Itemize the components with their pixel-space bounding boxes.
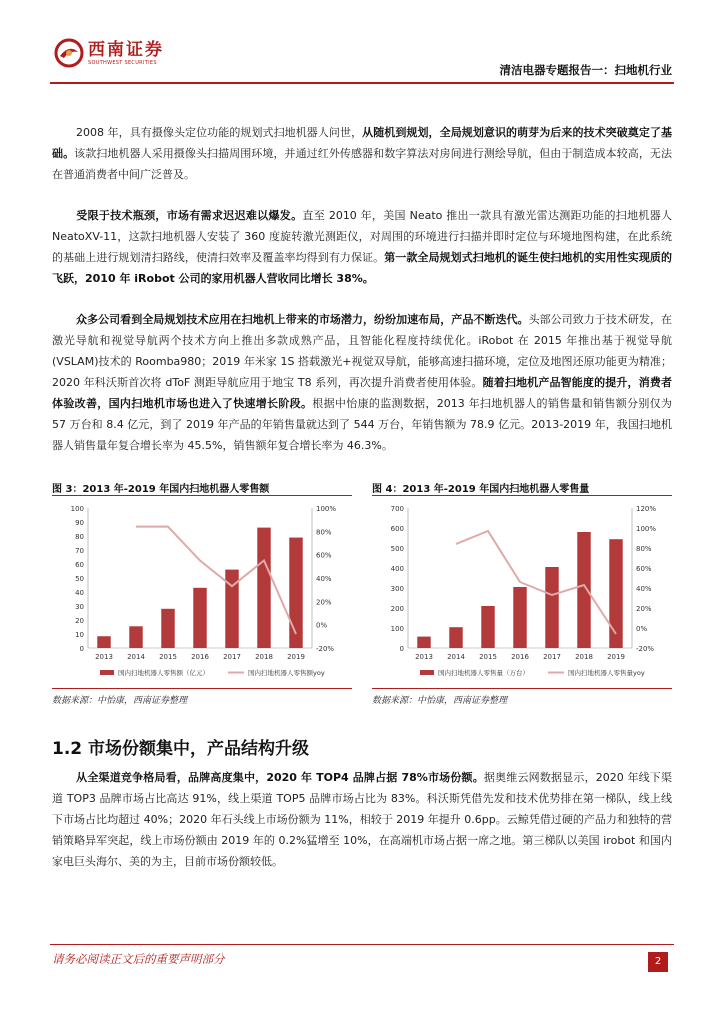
x-tick-label: 2015 <box>479 653 497 661</box>
figure-3-source: 数据来源：中怡康，西南证券整理 <box>52 696 188 706</box>
page-header <box>0 0 724 86</box>
x-tick-label: 2014 <box>447 653 465 661</box>
y-right-tick-label: -20% <box>316 645 335 653</box>
bar-2014 <box>449 627 462 648</box>
y-right-tick-label: 60% <box>636 565 652 573</box>
bar-2017 <box>545 567 558 648</box>
section-number: 1.2 <box>52 739 83 759</box>
y-left-tick-label: 80 <box>75 533 84 541</box>
x-tick-label: 2015 <box>159 653 177 661</box>
footer-disclaimer: 请务必阅读正文后的重要声明部分 <box>52 952 225 966</box>
paragraph-2 <box>52 205 672 289</box>
legend-bar-label: 国内扫地机器人零售额（亿元） <box>118 669 209 677</box>
bar-2015 <box>481 606 494 648</box>
y-left-tick-label: 300 <box>390 585 404 593</box>
y-left-tick-label: 700 <box>390 505 404 513</box>
logo-mark-icon <box>54 38 84 68</box>
bar-2018 <box>577 532 590 648</box>
y-left-tick-label: 600 <box>390 525 404 533</box>
p4-bold-a: 从全渠道竞争格局看，品牌高度集中，2020 年 TOP4 品牌占据 78%市场份额。 <box>76 771 484 784</box>
paragraph-1 <box>52 122 672 185</box>
logo-english-name: SOUTHWEST SECURITIES <box>88 59 157 66</box>
figure-3-title: 图 3：2013 年-2019 年国内扫地机器人零售额 <box>52 484 270 495</box>
y-right-tick-label: 80% <box>316 528 332 537</box>
p2-bold-a: 受限于技术瓶颈，市场有需求迟迟难以爆发。 <box>76 209 303 222</box>
p2-bold-c: 第一款全局规划式扫地机的诞生使扫地机的实用性实现质的飞跃，2010 年 iRobot 公司的家用机器人营收同比增长 38%。 <box>52 251 673 285</box>
figure-4-bottom-rule <box>372 688 672 689</box>
p1-text-c: 该款扫地机器人采用摄像头扫描周围环境，并通过红外传感器和数字算法对房间进行测绘导航，但由于制造成本较高，无法在普通消费者中间广泛普及。 <box>52 147 673 181</box>
yoy-line <box>456 531 616 634</box>
legend-bar-swatch <box>420 670 434 675</box>
y-right-tick-label: 100% <box>316 505 337 513</box>
y-left-tick-label: 30 <box>75 603 84 611</box>
bar-2016 <box>513 587 526 648</box>
p3-bold-a: 众多公司看到全局规划技术应用在扫地机上带来的市场潜力，纷纷加速布局，产品不断迭代。 <box>76 313 529 326</box>
y-left-tick-label: 100 <box>390 625 404 633</box>
x-tick-label: 2018 <box>255 653 273 661</box>
yoy-line <box>136 527 296 634</box>
section-heading <box>52 734 309 759</box>
p1-text-a: 2008 年，具有摄像头定位功能的规划式扫地机器人问世， <box>76 126 363 139</box>
figure-4-title: 图 4：2013 年-2019 年国内扫地机器人零售量 <box>372 484 590 495</box>
figure-3-rule <box>52 495 352 496</box>
bar-2014 <box>129 626 142 648</box>
y-left-tick-label: 50 <box>75 575 84 583</box>
figure-4-source: 数据来源：中怡康，西南证券整理 <box>372 696 508 706</box>
figure-3-chart <box>52 498 352 688</box>
y-right-tick-label: -20% <box>636 645 655 653</box>
footer-divider <box>50 944 674 945</box>
x-tick-label: 2019 <box>287 653 305 661</box>
y-right-tick-label: 40% <box>636 585 652 593</box>
bar-2013 <box>97 636 110 648</box>
y-left-tick-label: 40 <box>75 589 84 597</box>
x-tick-label: 2018 <box>575 653 593 661</box>
y-left-tick-label: 20 <box>75 617 84 625</box>
y-left-tick-label: 500 <box>390 545 404 553</box>
y-right-tick-label: 120% <box>636 505 657 513</box>
x-tick-label: 2017 <box>223 653 241 661</box>
y-left-tick-label: 0 <box>79 645 84 653</box>
x-tick-label: 2014 <box>127 653 145 661</box>
figure-4-rule <box>372 495 672 496</box>
x-tick-label: 2016 <box>511 653 529 661</box>
legend-bar-label: 国内扫地机器人零售量（万台） <box>438 669 529 677</box>
company-logo <box>54 38 164 68</box>
y-right-tick-label: 20% <box>636 605 652 613</box>
bar-2018 <box>257 528 270 648</box>
y-right-tick-label: 40% <box>316 575 332 583</box>
logo-chinese-name: 西南证券 <box>88 39 164 60</box>
y-left-tick-label: 200 <box>390 605 404 613</box>
y-left-tick-label: 90 <box>75 519 84 527</box>
p4-text-b: 据奥维云网数据显示，2020 年线下渠道 TOP3 品牌市场占比高达 91%，线上渠道 TOP5 品牌市场占比为 83%。科沃斯凭借先发和技术优势排在第一梯队，线上线下市场占比均超过 40%；2020 年石头线上市场份额为 11%，相较于 2019 年提升 0.6pp。云鲸凭借过硬的产品力和独特的营销策略异军突起，线上市场份额由 2019 年的 0.2%猛增至 10%，在高端机市场占据一席之地。第三梯队以美国 irobot 和国内家电巨头海尔、美的为主，目前市场份额较低。 <box>52 771 672 868</box>
y-right-tick-label: 100% <box>636 525 657 533</box>
figure-3-bottom-rule <box>52 688 352 689</box>
paragraph-4 <box>52 767 672 872</box>
legend-bar-swatch <box>100 670 114 675</box>
y-right-tick-label: 20% <box>316 598 332 607</box>
x-tick-label: 2017 <box>543 653 561 661</box>
legend-line-label: 国内扫地机器人零售量yoy <box>568 669 645 677</box>
figure-4-chart <box>372 498 672 688</box>
y-left-tick-label: 10 <box>75 631 84 639</box>
y-right-tick-label: 60% <box>316 551 332 560</box>
y-left-tick-label: 70 <box>75 547 84 555</box>
p1-bold-b: 从随机到规划，全局规划意识的萌芽为后来的技术突破奠定了基础。 <box>52 126 672 160</box>
report-title: 清洁电器专题报告一：扫地机行业 <box>499 63 672 77</box>
y-left-tick-label: 400 <box>390 565 404 573</box>
y-left-tick-label: 60 <box>75 561 84 569</box>
page-number: 2 <box>648 952 668 972</box>
p3-bold-c: 随着扫地机产品智能度的提升，消费者体验改善，国内扫地机市场也进入了快速增长阶段。 <box>52 376 672 410</box>
y-left-tick-label: 0 <box>399 645 404 653</box>
p3-text-d: 根据中怡康的监测数据，2013 年扫地机器人的销售量和销售额分别仅为 57 万台和 8.4 亿元，到了 2019 年产品的年销售量就达到了 544 万台，年销售额为 78.9 亿元。2013-2019 年，我国扫地机器人销售量年复合增长率为 45.5%，销售额年复合增长率为 46.3%。 <box>52 397 672 452</box>
section-title: 市场份额集中，产品结构升级 <box>88 739 310 759</box>
x-tick-label: 2019 <box>607 653 625 661</box>
x-tick-label: 2013 <box>95 653 113 661</box>
y-right-tick-label: 0% <box>316 621 328 630</box>
y-right-tick-label: 80% <box>636 545 652 553</box>
legend-line-label: 国内扫地机器人零售额yoy <box>248 669 325 677</box>
bar-2019 <box>609 539 622 648</box>
y-right-tick-label: 0% <box>636 625 648 633</box>
header-divider <box>50 82 674 84</box>
paragraph-3 <box>52 309 672 456</box>
x-tick-label: 2016 <box>191 653 209 661</box>
bar-2016 <box>193 588 206 648</box>
p3-text-b: 头部公司致力于技术研发，在激光导航和视觉导航两个技术方向上推出多款成熟产品，且智能化程度持续优化。iRobot 在 2015 年推出基于视觉导航(VSLAM)技术的 Roomba980；2019 年米家 1S 搭载激光+视觉双导航，能够高速扫描环境，定位及地图还原功能更为精准；2020 年科沃斯首次将 dToF 测距导航应用于地宝 T8 系列，再次提升消费者使用体验。 <box>52 313 673 389</box>
p2-text-b: 直至 2010 年，美国 Neato 推出一款具有激光雷达测距功能的扫地机器人 NeatoXV-11，这款扫地机器人安装了 360 度旋转激光测距仪，对周围的环境进行扫描并即时定位与环境地图构建，在此系统的基础上进行规划清扫路线，使清扫效率及覆盖率均得到有力保证。 <box>52 209 673 264</box>
bar-2015 <box>161 609 174 648</box>
bar-2013 <box>417 637 430 648</box>
bar-2019 <box>289 538 302 648</box>
y-left-tick-label: 100 <box>70 505 84 513</box>
x-tick-label: 2013 <box>415 653 433 661</box>
